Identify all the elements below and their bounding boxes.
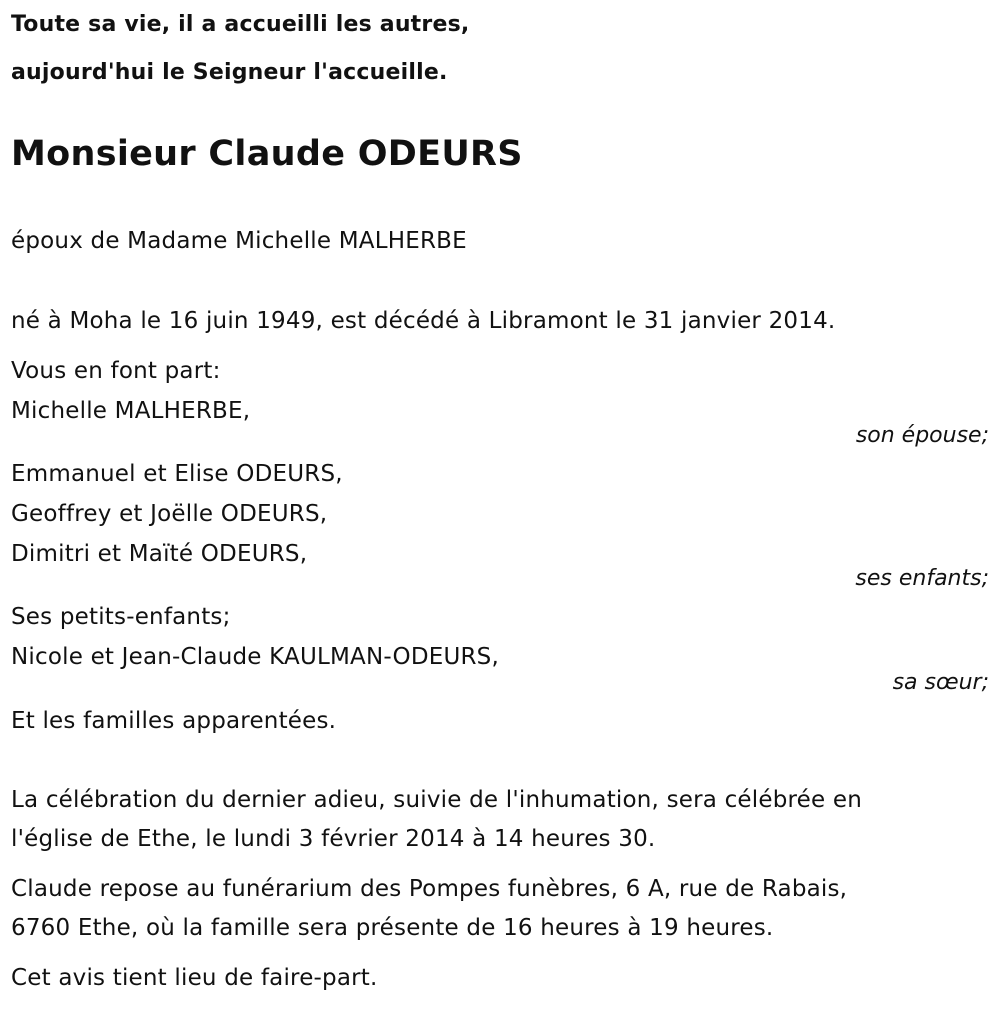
grandchildren-line: Ses petits-enfants;	[11, 604, 231, 630]
funeral-home-line-1: Claude repose au funérarium des Pompes funèbres, 6 A, rue de Rabais,	[11, 876, 848, 902]
funeral-home-line-2: 6760 Ethe, où la famille sera présente de 16 heures à 19 heures.	[11, 915, 774, 941]
announcers-intro: Vous en font part:	[11, 358, 221, 384]
spouse-role: son épouse;	[855, 423, 989, 448]
spouse-name: Michelle MALHERBE,	[11, 398, 251, 424]
ceremony-line-1: La célébration du dernier adieu, suivie de l'inhumation, sera célébrée en	[11, 787, 862, 813]
quote-line-1: Toute sa vie, il a accueilli les autres,	[11, 12, 470, 37]
child-line-2: Geoffrey et Joëlle ODEURS,	[11, 501, 328, 527]
sister-name: Nicole et Jean-Claude KAULMAN-ODEURS,	[11, 644, 499, 670]
families-line: Et les familles apparentées.	[11, 708, 337, 734]
child-line-3: Dimitri et Maïté ODEURS,	[11, 541, 308, 567]
birth-death-line: né à Moha le 16 juin 1949, est décédé à Libramont le 31 janvier 2014.	[11, 308, 836, 334]
quote-line-2: aujourd'hui le Seigneur l'accueille.	[11, 60, 448, 85]
ceremony-line-2: l'église de Ethe, le lundi 3 février 2014 à 14 heures 30.	[11, 826, 656, 852]
deceased-name: Monsieur Claude ODEURS	[11, 134, 523, 174]
children-role: ses enfants;	[855, 566, 989, 591]
spouse-line: époux de Madame Michelle MALHERBE	[11, 228, 467, 254]
child-line-1: Emmanuel et Elise ODEURS,	[11, 461, 343, 487]
sister-role: sa sœur;	[892, 670, 989, 695]
closing-line: Cet avis tient lieu de faire-part.	[11, 965, 378, 991]
